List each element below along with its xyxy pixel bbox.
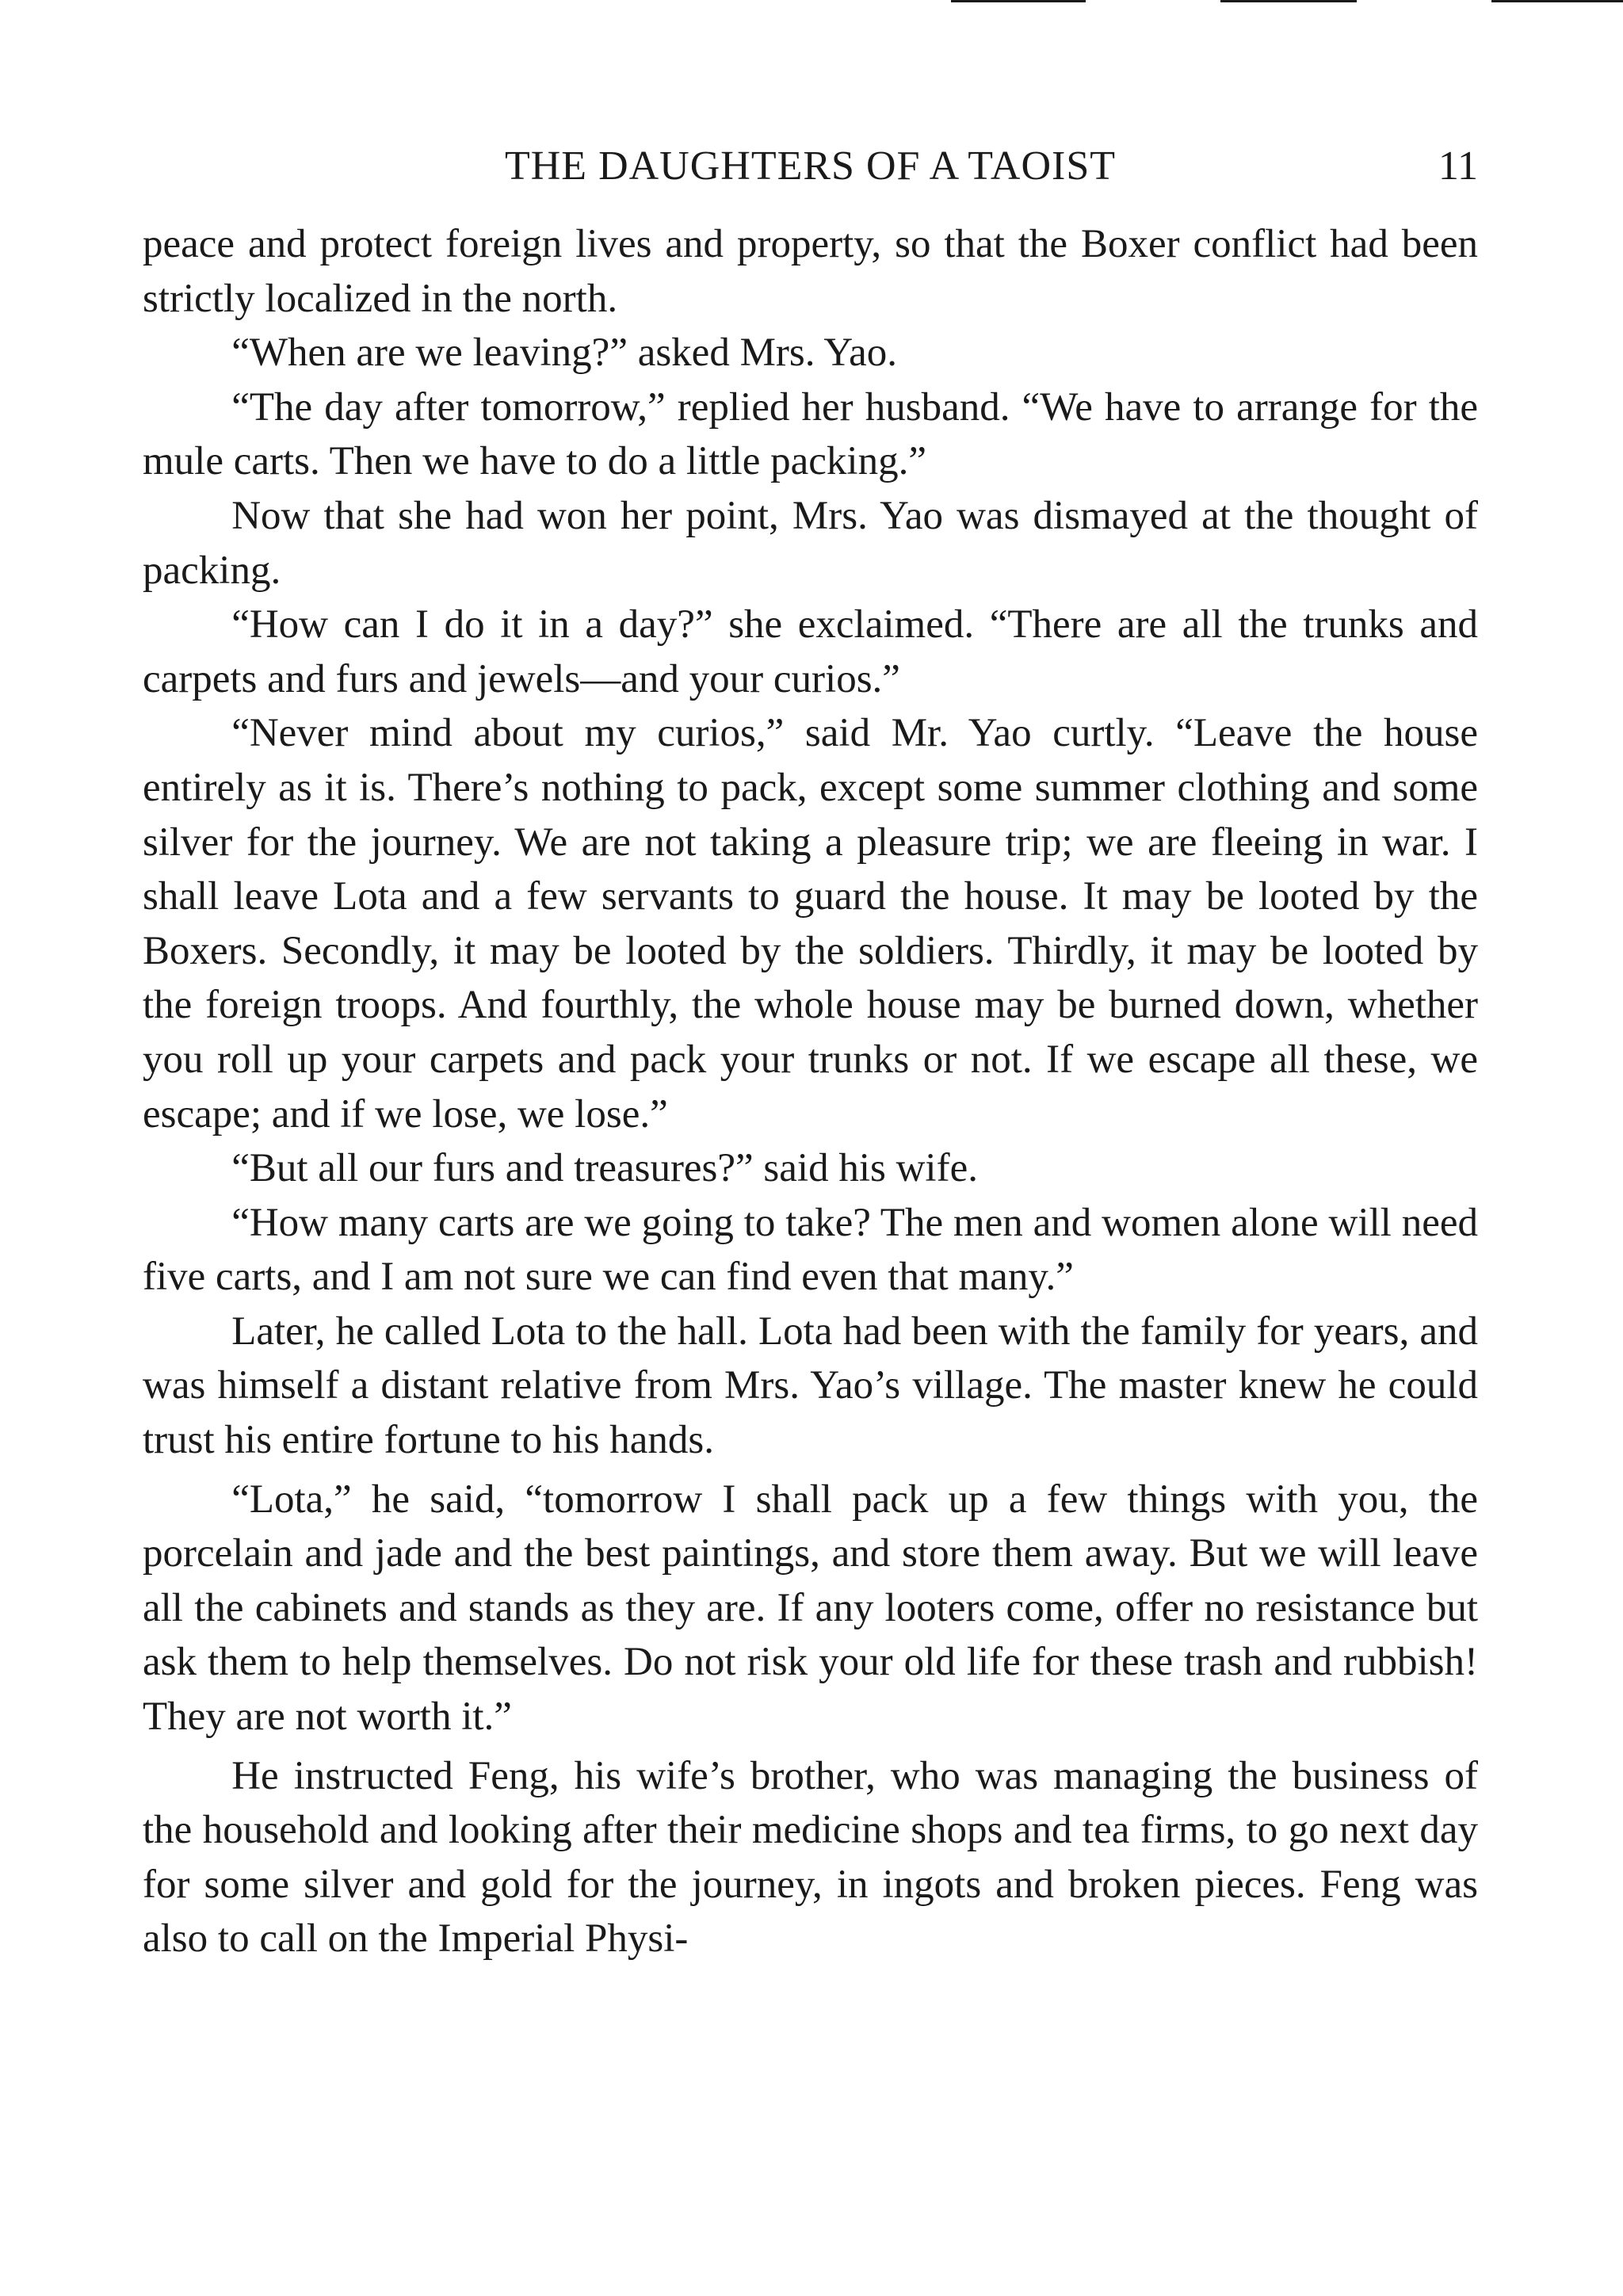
top-rule-3: [1491, 0, 1623, 2]
running-title: THE DAUGHTERS OF A TAOIST: [504, 143, 1117, 189]
page-number: 11: [1438, 143, 1478, 189]
book-page: [143, 135, 1478, 1966]
paragraph: “How can I do it in a day?” she exclaimed. “There are all the trunks and carpets and furs and jewels—and your curios.”: [143, 602, 1478, 701]
paragraph: He instructed Feng, his wife’s brother, who was managing the business of the household and looking after their medicine shops and tea firms, to go next day for some silver and gold for the journey, in ingots and broken pieces. Feng was also to call on the Imperial Physi-: [143, 1753, 1478, 1962]
top-rule-2: [1220, 0, 1357, 2]
paragraph: “Lota,” he said, “tomorrow I shall pack up a few things with you, the porcelain and jade and the best paintings, and store them away. But we will leave all the cabinets and stands as they are. If any looters come, offer no resistance but ask them to help themselves. Do not risk your old life for these trash and rubbish! They are not worth it.”: [143, 1477, 1478, 1740]
paragraph: “How many carts are we going to take? The men and women alone will need five carts, and I am not sure we can find even that many.”: [143, 1200, 1478, 1300]
paragraph: Later, he called Lota to the hall. Lota had been with the family for years, and was himself a distant relative from Mrs. Yao’s village. The master knew he could trust his entire fortune to his hands.: [143, 1308, 1478, 1463]
paragraph: “When are we leaving?” asked Mrs. Yao.: [231, 330, 897, 376]
paragraph: Now that she had won her point, Mrs. Yao was dismayed at the thought of packing.: [143, 493, 1478, 593]
top-rule-1: [951, 0, 1086, 2]
paragraph: “Never mind about my curios,” said Mr. Yao curtly. “Leave the house entirely as it is. There’s nothing to pack, except some summer clothing and some silver for the journey. We are not taking a pleasure trip; we are fleeing in war. I shall leave Lota and a few servants to guard the house. It may be looted by the Boxers. Secondly, it may be looted by the soldiers. Thirdly, it may be looted by the foreign troops. And fourthly, the whole house may be burned down, whether you roll up your carpets and pack your trunks or not. If we escape all these, we escape; and if we lose, we lose.”: [143, 711, 1478, 1137]
body-text: [143, 217, 1478, 1966]
running-head: [143, 135, 1478, 198]
paragraph: “The day after tomorrow,” replied her husband. “We have to arrange for the mule carts. Then we have to do a little packing.”: [143, 384, 1478, 484]
paragraph: “But all our furs and treasures?” said his wife.: [231, 1146, 978, 1191]
paragraph: peace and protect foreign lives and property, so that the Boxer conflict had been strictly localized in the north.: [143, 222, 1478, 321]
